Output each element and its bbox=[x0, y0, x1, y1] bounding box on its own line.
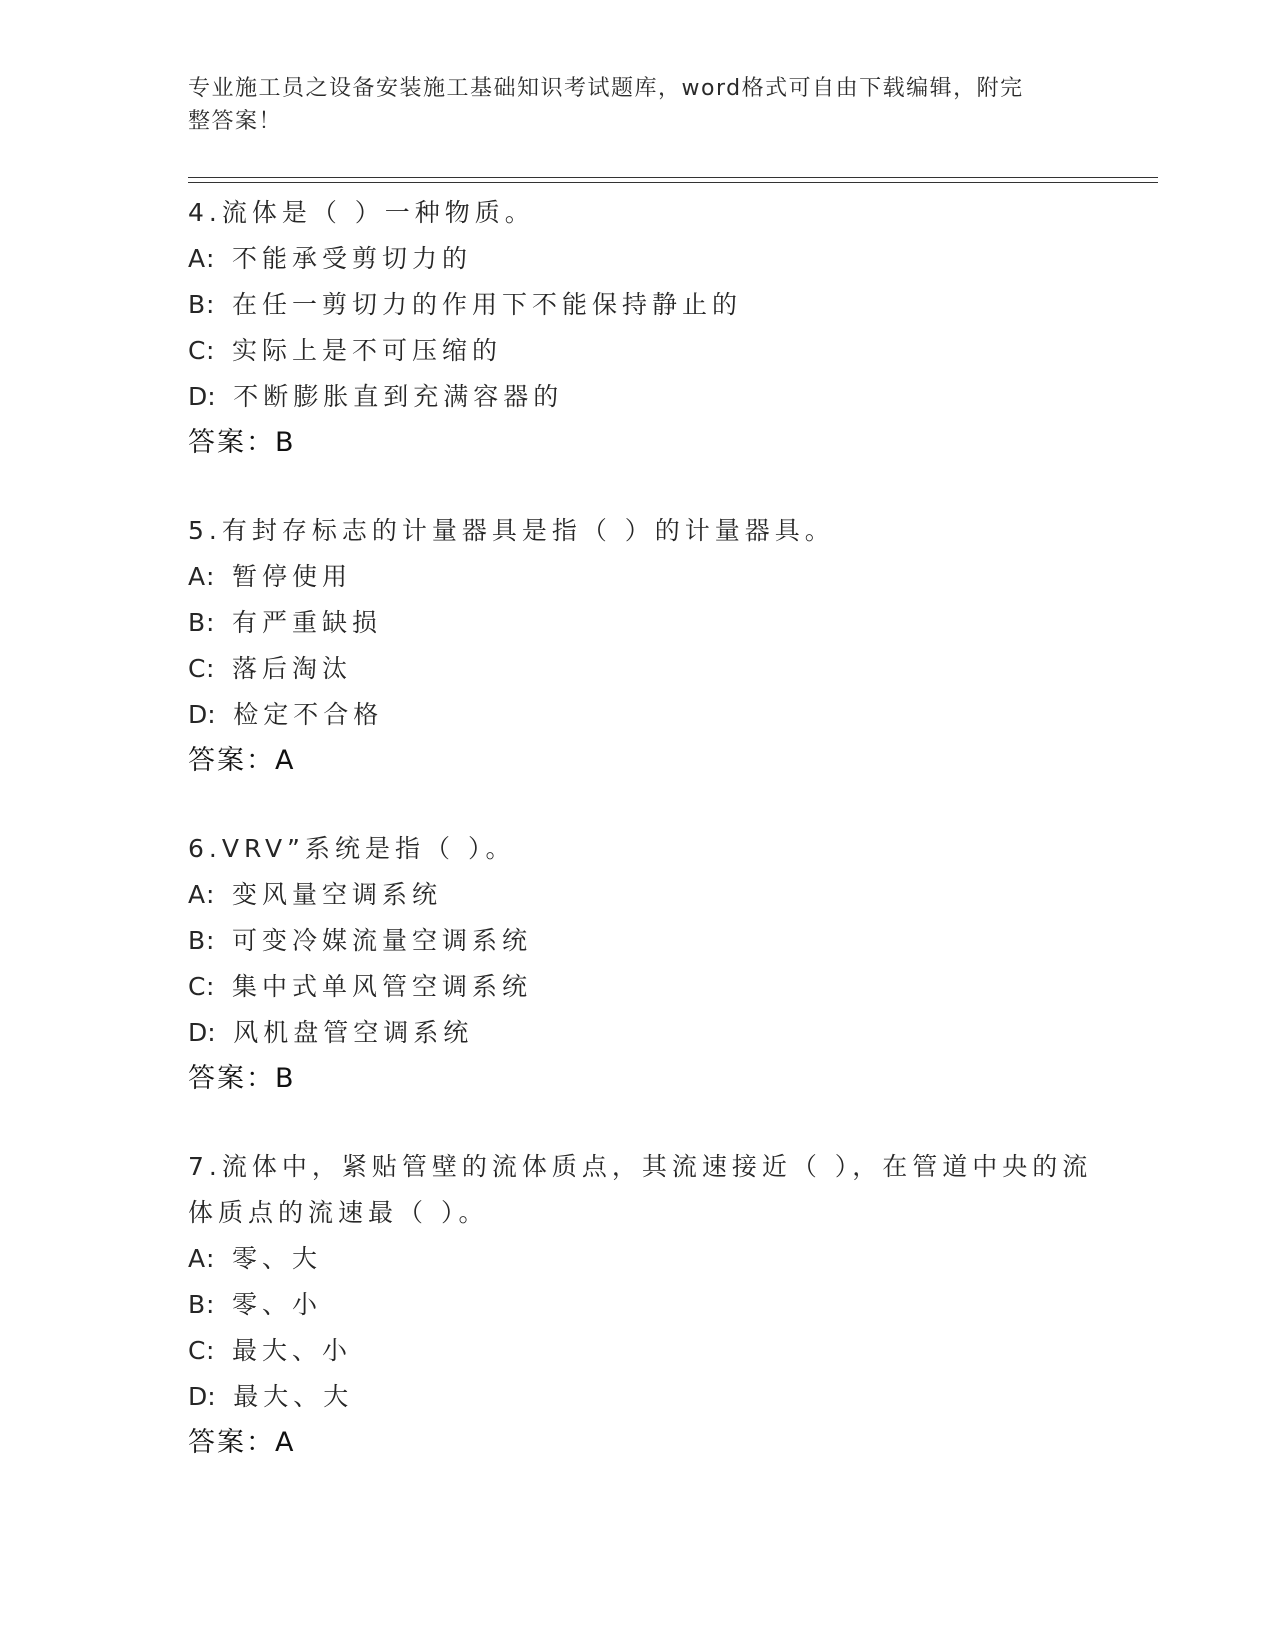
option-d bbox=[188, 374, 1148, 420]
option-text: 落后淘汰 bbox=[232, 654, 353, 683]
option-letter: B bbox=[188, 608, 206, 637]
option-separator: : bbox=[207, 382, 216, 411]
option-separator: : bbox=[207, 700, 216, 729]
option-d bbox=[188, 1010, 1148, 1056]
header-line-2: 整答案！ bbox=[188, 109, 283, 134]
option-letter: A bbox=[188, 244, 206, 273]
option-separator: : bbox=[207, 1382, 216, 1411]
option-letter: B bbox=[188, 290, 206, 319]
option-text: 暂停使用 bbox=[232, 562, 353, 591]
answer-label: 答案： bbox=[188, 745, 275, 776]
option-separator: : bbox=[206, 926, 215, 955]
option-letter: A bbox=[188, 562, 206, 591]
option-text: 变风量空调系统 bbox=[232, 880, 443, 909]
answer-line bbox=[188, 1056, 1148, 1102]
option-a bbox=[188, 236, 1148, 282]
question-7 bbox=[188, 1144, 1148, 1466]
option-letter: D bbox=[188, 1382, 208, 1411]
option-text: 有严重缺损 bbox=[232, 608, 383, 637]
answer-label: 答案： bbox=[188, 1063, 275, 1094]
option-d bbox=[188, 1374, 1148, 1420]
option-separator: : bbox=[206, 336, 215, 365]
answer-label: 答案： bbox=[188, 427, 275, 458]
option-text: 最大、小 bbox=[232, 1336, 353, 1365]
option-text: 风机盘管空调系统 bbox=[233, 1018, 474, 1047]
option-separator: : bbox=[206, 1290, 215, 1319]
option-b bbox=[188, 282, 1148, 328]
option-c bbox=[188, 328, 1148, 374]
question-stem: 6.VRV”系统是指（ ）。 bbox=[188, 834, 516, 863]
answer-line bbox=[188, 738, 1148, 784]
question-stem: 5.有封存标志的计量器具是指（ ）的计量器具。 bbox=[188, 516, 835, 545]
question-stem-line-1: 7.流体中，紧贴管壁的流体质点，其流速接近（ ），在管道中央的流 bbox=[188, 1152, 1093, 1181]
option-a bbox=[188, 1236, 1148, 1282]
option-separator: : bbox=[206, 244, 215, 273]
option-letter: A bbox=[188, 880, 206, 909]
option-text: 检定不合格 bbox=[233, 700, 384, 729]
option-text: 不能承受剪切力的 bbox=[232, 244, 473, 273]
option-letter: D bbox=[188, 382, 208, 411]
header-divider-top bbox=[188, 177, 1158, 178]
option-text: 实际上是不可压缩的 bbox=[232, 336, 503, 365]
document-header bbox=[188, 72, 1078, 138]
option-text: 可变冷媒流量空调系统 bbox=[232, 926, 533, 955]
answer-value: A bbox=[275, 1427, 296, 1458]
option-separator: : bbox=[206, 654, 215, 683]
option-letter: B bbox=[188, 1290, 206, 1319]
question-5 bbox=[188, 508, 1148, 784]
option-text: 零、小 bbox=[232, 1290, 323, 1319]
option-letter: C bbox=[188, 972, 206, 1001]
answer-line bbox=[188, 1420, 1148, 1466]
option-b bbox=[188, 918, 1148, 964]
answer-line bbox=[188, 420, 1148, 466]
option-a bbox=[188, 554, 1148, 600]
option-text: 在任一剪切力的作用下不能保持静止的 bbox=[232, 290, 743, 319]
option-separator: : bbox=[206, 880, 215, 909]
header-line-1: 专业施工员之设备安装施工基础知识考试题库，word格式可自由下载编辑，附完 bbox=[188, 76, 1024, 101]
option-letter: D bbox=[188, 700, 208, 729]
option-b bbox=[188, 600, 1148, 646]
answer-value: A bbox=[275, 745, 296, 776]
question-stem-line-2: 体质点的流速最（ ）。 bbox=[188, 1198, 489, 1227]
option-separator: : bbox=[206, 1336, 215, 1365]
option-c bbox=[188, 646, 1148, 692]
option-separator: : bbox=[206, 1244, 215, 1273]
option-c bbox=[188, 964, 1148, 1010]
option-letter: B bbox=[188, 926, 206, 955]
question-4 bbox=[188, 190, 1148, 466]
option-text: 零、大 bbox=[232, 1244, 323, 1273]
option-b bbox=[188, 1282, 1148, 1328]
option-separator: : bbox=[206, 562, 215, 591]
answer-label: 答案： bbox=[188, 1427, 275, 1458]
option-letter: C bbox=[188, 336, 206, 365]
option-a bbox=[188, 872, 1148, 918]
header-divider-bottom bbox=[188, 182, 1158, 183]
option-letter: C bbox=[188, 1336, 206, 1365]
question-list bbox=[188, 190, 1148, 1508]
answer-value: B bbox=[275, 1063, 296, 1094]
option-text: 最大、大 bbox=[233, 1382, 354, 1411]
option-d bbox=[188, 692, 1148, 738]
option-letter: A bbox=[188, 1244, 206, 1273]
option-separator: : bbox=[207, 1018, 216, 1047]
option-c bbox=[188, 1328, 1148, 1374]
option-letter: D bbox=[188, 1018, 208, 1047]
option-text: 集中式单风管空调系统 bbox=[232, 972, 533, 1001]
question-6 bbox=[188, 826, 1148, 1102]
option-text: 不断膨胀直到充满容器的 bbox=[233, 382, 564, 411]
option-separator: : bbox=[206, 972, 215, 1001]
option-letter: C bbox=[188, 654, 206, 683]
option-separator: : bbox=[206, 608, 215, 637]
answer-value: B bbox=[275, 427, 296, 458]
option-separator: : bbox=[206, 290, 215, 319]
question-stem: 4.流体是（ ）一种物质。 bbox=[188, 198, 535, 227]
